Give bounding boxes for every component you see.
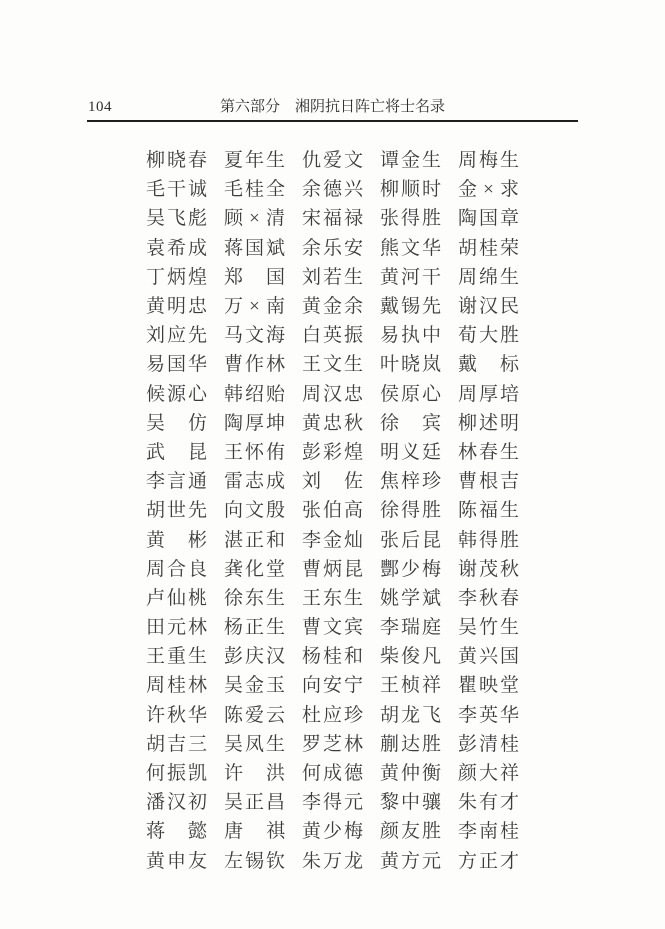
martyr-name: 马 文 海 [224,325,285,347]
roster-row [146,202,519,231]
martyr-name: 刘 若 生 [302,266,363,288]
martyr-name: 陈 福 生 [458,500,519,522]
roster-row [146,845,519,874]
martyr-name: 周 合 良 [146,558,207,580]
martyr-name: 柴 俊 凡 [380,646,441,668]
martyr-name: 向 文 殷 [224,500,285,522]
martyr-name: 叶 晓 岚 [380,354,441,376]
roster-row [146,728,519,757]
martyr-name: 明 义 廷 [380,441,441,463]
martyr-name: 刘 应 先 [146,325,207,347]
martyr-name: 彭 清 桂 [458,733,519,755]
martyr-name: 荀 大 胜 [458,325,519,347]
roster-row [146,436,519,465]
martyr-name: 毛 干 诚 [146,179,207,201]
martyr-name: 王 文 生 [302,354,363,376]
martyr-name: 彭 庆 汉 [224,646,285,668]
martyr-name: 何 成 德 [302,763,363,785]
roster-row [146,786,519,815]
martyr-name: 周 汉 忠 [302,383,363,405]
martyr-name: 周 桂 林 [146,675,207,697]
martyr-name: 黄 河 干 [380,266,441,288]
martyr-name: 武 昆 [146,441,207,463]
page-number: 104 [88,99,112,115]
martyr-name: 罗 芝 林 [302,733,363,755]
martyr-name: 王 桢 祥 [380,675,441,697]
martyr-name: 金 × 求 [458,179,519,201]
martyr-name: 杜 应 珍 [302,704,363,726]
martyr-name: 李 金 灿 [302,529,363,551]
martyr-name: 易 执 中 [380,325,441,347]
martyr-name: 李 英 华 [458,704,519,726]
roster-row [146,407,519,436]
martyr-name: 胡 吉 三 [146,733,207,755]
roster-row [146,348,519,377]
martyr-name: 徐 宾 [380,412,441,434]
roster-row [146,611,519,640]
martyr-name: 戴 标 [458,354,519,376]
martyr-name: 吴 竹 生 [458,617,519,639]
martyr-name: 徐 东 生 [224,587,285,609]
martyr-name: 易 国 华 [146,354,207,376]
martyr-name: 黄 方 元 [380,850,441,872]
martyr-name: 刘 佐 [302,471,363,493]
roster-row [146,523,519,552]
martyr-name: 谢 茂 秋 [458,558,519,580]
roster-row [146,232,519,261]
martyr-name: 颜 友 胜 [380,821,441,843]
roster-row [146,378,519,407]
martyr-name: 杨 正 生 [224,617,285,639]
martyr-name: 吴 凤 生 [224,733,285,755]
roster-row [146,465,519,494]
martyr-name: 向 安 宁 [302,675,363,697]
martyr-name: 李 言 通 [146,471,207,493]
martyr-name: 雷 志 成 [224,471,285,493]
martyr-name: 顾 × 清 [224,208,285,230]
martyr-name: 戴 锡 先 [380,296,441,318]
martyr-name: 田 元 林 [146,617,207,639]
martyr-name: 万 × 南 [224,296,285,318]
martyr-name: 王 重 生 [146,646,207,668]
page-header [0,98,665,116]
name-roster [146,144,519,874]
martyr-name: 周 绵 生 [458,266,519,288]
martyr-name: 夏 年 生 [224,150,285,172]
martyr-name: 黎 中 骧 [380,792,441,814]
martyr-name: 张 伯 高 [302,500,363,522]
martyr-name: 宋 福 禄 [302,208,363,230]
martyr-name: 柳 晓 春 [146,150,207,172]
martyr-name: 李 得 元 [302,792,363,814]
martyr-name: 吴 仿 [146,412,207,434]
martyr-name: 张 得 胜 [380,208,441,230]
martyr-name: 焦 梓 珍 [380,471,441,493]
martyr-name: 许 洪 [224,763,285,785]
header-section: 第六部分 [219,99,280,115]
martyr-name: 左 锡 钦 [224,850,285,872]
martyr-name: 胡 桂 荣 [458,237,519,259]
martyr-name: 黄 金 余 [302,296,363,318]
martyr-name: 何 振 凯 [146,763,207,785]
martyr-name: 潘 汉 初 [146,792,207,814]
martyr-name: 龚 化 堂 [224,558,285,580]
roster-row [146,553,519,582]
martyr-name: 陶 厚 坤 [224,412,285,434]
martyr-name: 朱 有 才 [458,792,519,814]
roster-row [146,640,519,669]
martyr-name: 颜 大 祥 [458,763,519,785]
martyr-name: 黄 兴 国 [458,646,519,668]
martyr-name: 余 德 兴 [302,179,363,201]
martyr-name: 余 乐 安 [302,237,363,259]
martyr-name: 李 瑞 庭 [380,617,441,639]
martyr-name: 白 英 振 [302,325,363,347]
martyr-name: 曹 作 林 [224,354,285,376]
martyr-name: 卢 仙 桃 [146,587,207,609]
martyr-name: 胡 世 先 [146,500,207,522]
martyr-name: 吴 金 玉 [224,675,285,697]
martyr-name: 黄 仲 衡 [380,763,441,785]
martyr-name: 曹 文 宾 [302,617,363,639]
martyr-name: 唐 祺 [224,821,285,843]
martyr-name: 陈 爱 云 [224,704,285,726]
martyr-name: 仇 爱 文 [302,150,363,172]
martyr-name: 李 秋 春 [458,587,519,609]
martyr-name: 曹 根 吉 [458,471,519,493]
martyr-name: 韩 绍 贻 [224,383,285,405]
martyr-name: 王 东 生 [302,587,363,609]
martyr-name: 周 厚 培 [458,383,519,405]
martyr-name: 周 梅 生 [458,150,519,172]
martyr-name: 杨 桂 和 [302,646,363,668]
martyr-name: 朱 万 龙 [302,850,363,872]
martyr-name: 毛 桂 全 [224,179,285,201]
martyr-name: 吴 正 昌 [224,792,285,814]
martyr-name: 袁 希 成 [146,237,207,259]
martyr-name: 瞿 映 堂 [458,675,519,697]
header-rule [87,120,578,122]
martyr-name: 蒋 国 斌 [224,237,285,259]
roster-row [146,699,519,728]
martyr-name: 方 正 才 [458,850,519,872]
martyr-name: 胡 龙 飞 [380,704,441,726]
martyr-name: 曹 炳 昆 [302,558,363,580]
martyr-name: 柳 述 明 [458,412,519,434]
martyr-name: 柳 顺 时 [380,179,441,201]
martyr-name: 蒋 懿 [146,821,207,843]
martyr-name: 王 怀 侑 [224,441,285,463]
martyr-name: 张 后 昆 [380,529,441,551]
martyr-name: 湛 正 和 [224,529,285,551]
martyr-name: 侯 原 心 [380,383,441,405]
martyr-name: 许 秋 华 [146,704,207,726]
martyr-name: 黄 明 忠 [146,296,207,318]
martyr-name: 丁 炳 煌 [146,266,207,288]
martyr-name: 吴 飞 彪 [146,208,207,230]
martyr-name: 候 源 心 [146,383,207,405]
martyr-name: 黄 申 友 [146,850,207,872]
martyr-name: 韩 得 胜 [458,529,519,551]
martyr-name: 姚 学 斌 [380,587,441,609]
roster-row [146,757,519,786]
roster-row [146,290,519,319]
martyr-name: 蒯 达 胜 [380,733,441,755]
martyr-name: 李 南 桂 [458,821,519,843]
martyr-name: 酆 少 梅 [380,558,441,580]
roster-row [146,173,519,202]
roster-row [146,144,519,173]
martyr-name: 黄 彬 [146,529,207,551]
martyr-name: 林 春 生 [458,441,519,463]
martyr-name: 谭 金 生 [380,150,441,172]
martyr-name: 徐 得 胜 [380,500,441,522]
roster-row [146,261,519,290]
martyr-name: 谢 汉 民 [458,296,519,318]
martyr-name: 黄 忠 秋 [302,412,363,434]
roster-row [146,494,519,523]
roster-row [146,582,519,611]
martyr-name: 黄 少 梅 [302,821,363,843]
roster-row [146,319,519,348]
martyr-name: 陶 国 章 [458,208,519,230]
martyr-name: 熊 文 华 [380,237,441,259]
roster-row [146,669,519,698]
roster-row [146,815,519,844]
martyr-name: 彭 彩 煌 [302,441,363,463]
header-title-text: 湘阴抗日阵亡将士名录 [295,99,446,115]
martyr-name: 郑 国 [224,266,285,288]
